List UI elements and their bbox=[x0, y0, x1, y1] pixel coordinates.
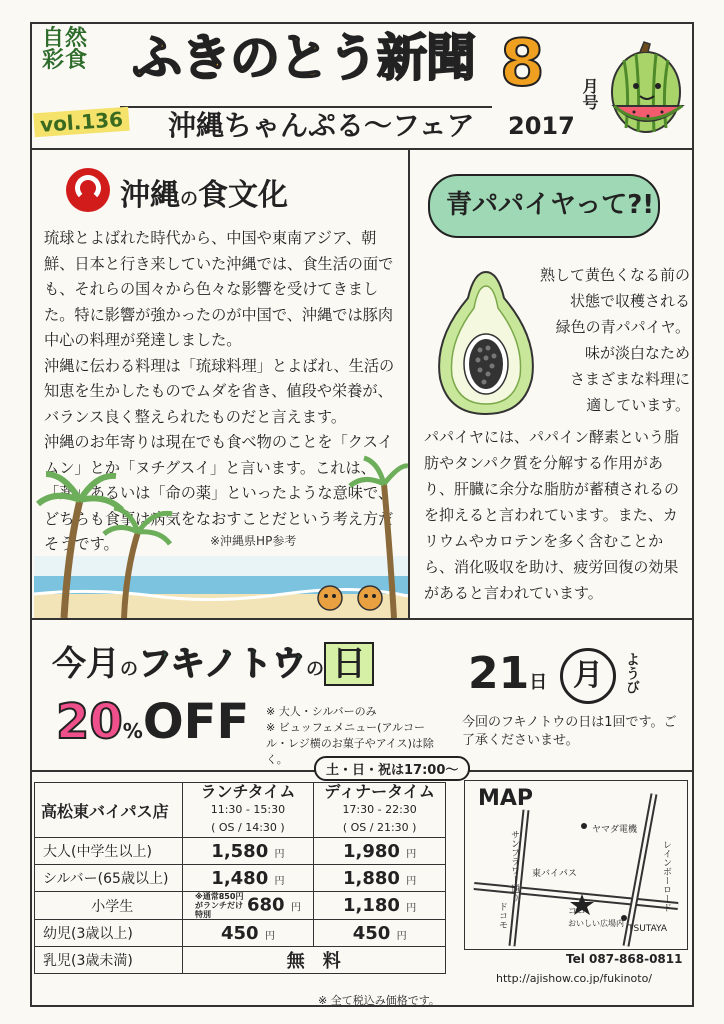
lunch-price bbox=[182, 838, 314, 865]
column-divider bbox=[408, 150, 410, 618]
day-title-d: の bbox=[305, 659, 324, 680]
event-day-number: 21 bbox=[468, 648, 530, 699]
lunch-price-value: 1,480 bbox=[211, 867, 269, 889]
dinner-price bbox=[314, 838, 446, 865]
brand-line-1: 自然 bbox=[42, 26, 89, 51]
papaya-intro-line: 熟して黄色くなる前の bbox=[539, 266, 690, 284]
table-row bbox=[35, 865, 446, 892]
dinner-price bbox=[314, 865, 446, 892]
yen-unit: 円 bbox=[274, 848, 285, 860]
phone-number: Tel 087-868-0811 bbox=[566, 952, 683, 966]
okinawa-section-title bbox=[120, 170, 288, 214]
yen-unit: 円 bbox=[406, 903, 417, 914]
store-name: 高松東バイパス店 bbox=[35, 783, 183, 838]
event-date bbox=[468, 648, 547, 699]
lunch-price bbox=[182, 892, 314, 920]
dinner-price bbox=[314, 920, 446, 947]
row-label: 小学生 bbox=[35, 892, 183, 920]
event-day-unit: 日 bbox=[529, 672, 548, 693]
ok-title-a: 沖縄 bbox=[120, 178, 180, 213]
row-label: シルバー(65歳以上) bbox=[35, 865, 183, 892]
brand-line-2: 彩食 bbox=[42, 48, 89, 73]
table-row bbox=[35, 838, 446, 865]
palm-trees-icon bbox=[34, 430, 408, 618]
okinawa-paragraph-3: 沖縄のお年寄りは現在でも食べ物のことを「クスイムン」とか「ヌチグスイ」と言います。これは、「薬」あるいは「命の薬」といったような意味で、どちらも食事は病気をなおすことだという考え方だそうです。 bbox=[44, 433, 394, 553]
map-label-docomo: ドコモ bbox=[497, 902, 507, 929]
lunch-price-value: 1,580 bbox=[211, 840, 269, 862]
lunch-price bbox=[182, 865, 314, 892]
discount-percent-sign: % bbox=[122, 719, 143, 743]
dinner-price bbox=[314, 892, 446, 920]
website-link[interactable]: http://ajishow.co.jp/fukinoto/ bbox=[496, 972, 653, 985]
weekend-hours-note: 土・日・祝は17:00〜 bbox=[314, 756, 470, 781]
yen-unit: 円 bbox=[290, 902, 301, 914]
yen-unit: 円 bbox=[406, 875, 417, 887]
lunch-header bbox=[182, 783, 314, 838]
melon-mascot-icon bbox=[600, 40, 692, 140]
table-header-row bbox=[35, 783, 446, 838]
table-row bbox=[35, 947, 446, 974]
issue-year: 2017 bbox=[508, 112, 575, 140]
day-title-a: 今月 bbox=[52, 644, 120, 684]
event-weekday-suffix: ようび bbox=[624, 652, 640, 694]
papaya-intro-line: 緑色の青パパイヤ。 bbox=[555, 318, 690, 336]
lunch-hours: 11:30 - 15:30 bbox=[210, 803, 286, 816]
price-table bbox=[34, 782, 446, 974]
map-title: MAP bbox=[478, 786, 534, 811]
map-label-rainbow-road: レインボーロード bbox=[661, 840, 671, 912]
papaya-intro-line: 状態で収穫される bbox=[569, 292, 690, 310]
day-title-c: フキノトウ bbox=[138, 644, 306, 684]
lunch-price-note: ※通常850円がランチだけ特別 bbox=[194, 892, 244, 919]
okinawa-prefecture-logo-icon bbox=[66, 168, 110, 212]
lunch-price bbox=[182, 920, 314, 947]
table-row bbox=[35, 920, 446, 947]
yen-unit: 円 bbox=[274, 875, 285, 887]
papaya-bubble-title: 青パパイヤって?! bbox=[446, 190, 655, 220]
okinawa-paragraph-1: 琉球とよばれた時代から、中国や東南アジア、朝鮮、日本と行き来していた沖縄では、食生活の面でも、それらの国々から色々な影響を受けてきました。特に影響が強かったのが中国で、沖縄では豚肉中心の料理が発達しました。 bbox=[44, 229, 394, 349]
ok-title-c: 食文化 bbox=[198, 178, 288, 213]
lunch-price-value: 680 bbox=[246, 894, 285, 916]
newsletter-title: ふきのとう新聞 bbox=[132, 29, 475, 87]
row-label: 乳児(3歳未満) bbox=[35, 947, 183, 974]
okinawa-paragraph-2: 沖縄に伝わる料理は「琉球料理」とよばれ、生活の知恵を生かしたものでムダを省き、値段や栄養が、バランス良く整えられたものだと言えます。 bbox=[44, 356, 395, 426]
dinner-price-value: 1,180 bbox=[343, 895, 400, 916]
fukinotou-day-title bbox=[52, 636, 374, 685]
papaya-intro bbox=[520, 262, 690, 418]
day-title-b: の bbox=[120, 659, 138, 680]
discount-off-label: OFF bbox=[142, 694, 250, 750]
dinner-price-value: 1,880 bbox=[343, 867, 400, 889]
brand-mark bbox=[42, 28, 120, 72]
dinner-header bbox=[314, 783, 446, 838]
yen-unit: 円 bbox=[406, 848, 417, 860]
yen-unit: 円 bbox=[264, 930, 275, 942]
lunch-price-value: 450 bbox=[220, 922, 259, 944]
papaya-benefits: パパイヤには、パパイン酵素という脂肪やタンパク質を分解する作用があり、肝臓に余分な脂肪が蓄積されるのを抑えると言われています。また、カリウムやカロテンを多く含むことから、消化吸収を助け、疲労回復の効果があると言われています。 bbox=[424, 428, 680, 602]
discount-banner bbox=[56, 694, 249, 750]
dinner-price-value: 1,980 bbox=[343, 840, 400, 862]
map-label-tsutaya: TSUTAYA bbox=[628, 924, 668, 934]
free-price: 無 料 bbox=[182, 947, 445, 974]
map-label-yamada: ヤマダ電機 bbox=[592, 825, 638, 835]
row-label: 大人(中学生以上) bbox=[35, 838, 183, 865]
dinner-label: ディナータイム bbox=[324, 782, 435, 801]
map-label-bypass: 東バイパス bbox=[532, 869, 577, 879]
map-label-restaurant: おいしい広場内 bbox=[568, 919, 624, 928]
dinner-hours: 17:30 - 22:30 bbox=[342, 803, 417, 816]
header-bottom-rule bbox=[30, 148, 694, 150]
issue-month-unit: 月号 bbox=[580, 78, 599, 110]
discount-note-1: ※ 大人・シルバーのみ bbox=[266, 705, 377, 718]
okinawa-source-note: ※沖縄県HP参考 bbox=[210, 534, 297, 548]
event-weekday-circle: 月 bbox=[560, 648, 616, 704]
map-label-koko: ココ bbox=[568, 907, 587, 917]
tax-footnote: ※ 全て税込み価格です。 bbox=[318, 994, 440, 1007]
papaya-intro-line: 味が淡白なため bbox=[584, 344, 690, 362]
dinner-price-value: 450 bbox=[352, 922, 391, 944]
ok-title-b: の bbox=[180, 189, 198, 210]
event-note: 今回のフキノトウの日は1回です。ご了承くださいませ。 bbox=[462, 715, 677, 748]
papaya-intro-line: 適しています。 bbox=[586, 396, 690, 414]
discount-value: 20 bbox=[56, 694, 123, 750]
volume-badge: vol.136 bbox=[33, 107, 129, 138]
papaya-intro-line: さまざまな料理に bbox=[569, 370, 690, 388]
discount-note-2: ※ ビュッフェメニュー(アルコール・レジ横のお菓子やアイス)は除く。 bbox=[266, 721, 434, 766]
issue-month: 8 bbox=[500, 27, 545, 101]
dinner-last-order: ( OS / 21:30 ) bbox=[342, 821, 417, 834]
map-label-sunflower: サンフラワー通り bbox=[509, 830, 519, 902]
day-title-e: 日 bbox=[324, 642, 374, 686]
lunch-label: ランチタイム bbox=[200, 782, 296, 801]
lunch-last-order: ( OS / 14:30 ) bbox=[211, 821, 285, 834]
middle-rule bbox=[30, 618, 694, 620]
row-label: 幼児(3歳以上) bbox=[35, 920, 183, 947]
table-row bbox=[35, 892, 446, 920]
fair-title: 沖縄ちゃんぷる〜フェア bbox=[168, 109, 475, 142]
yen-unit: 円 bbox=[396, 930, 407, 942]
